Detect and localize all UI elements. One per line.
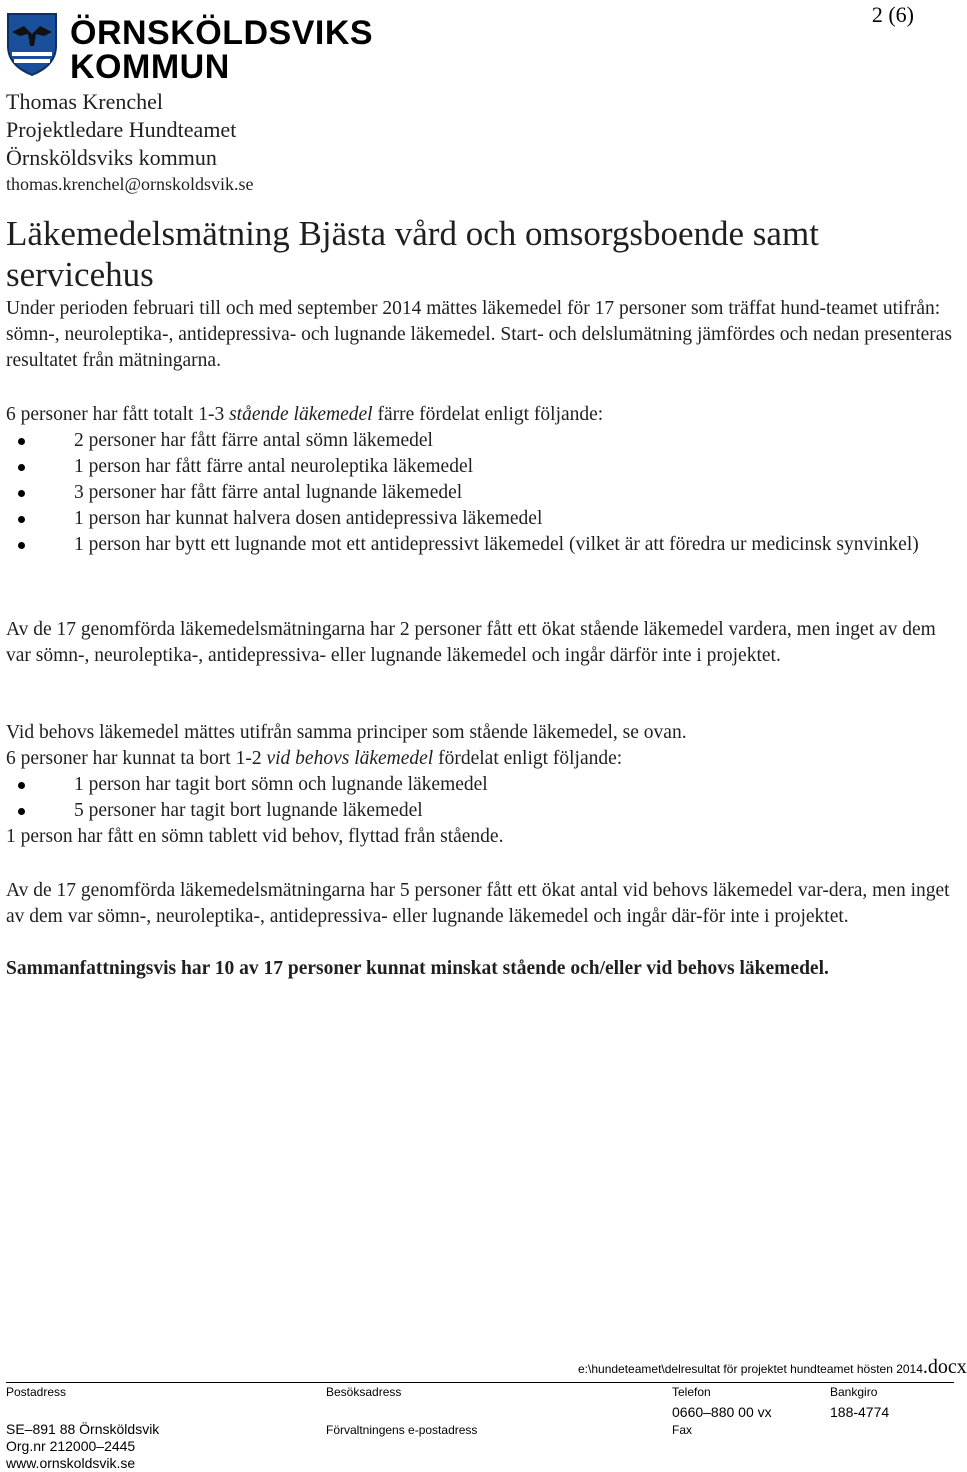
sender-role: Projektledare Hundteamet (6, 117, 237, 142)
page-number: 2 (6) (871, 2, 914, 27)
section3-list (6, 772, 956, 824)
section1-lead-text: 6 personer har fått totalt 1-3 (6, 404, 230, 425)
bankgiro-label: Bankgiro (830, 1385, 878, 1399)
summary-statement: Sammanfattningsvis har 10 av 17 personer kunnat minskat stående och/eller vid behovs läkemedel. (6, 958, 829, 979)
section1-lead (6, 402, 956, 428)
section3-line1: Vid behovs läkemedel mättes utifrån samma principer som stående läkemedel, se ovan. (6, 722, 687, 743)
list-item: 1 person har fått färre antal neuroleptika läkemedel (6, 454, 956, 480)
sender-name: Thomas Krenchel (6, 89, 163, 114)
as-needed-medication-section (6, 720, 956, 850)
sender-block (6, 88, 254, 196)
sender-org: Örnsköldsviks kommun (6, 145, 217, 170)
section3-lead-emphasis: vid behovs läkemedel (266, 748, 434, 769)
section3-after: 1 person har fått en sömn tablett vid behov, flyttad från stående. (6, 826, 504, 847)
website-link[interactable]: www.ornskoldsvik.se (6, 1455, 136, 1471)
sender-email: thomas.krenchel@ornskoldsvik.se (6, 174, 254, 194)
section3-lead (6, 746, 956, 772)
section1-lead-emphasis: stående läkemedel (229, 404, 373, 425)
file-path-text: e:\hundeteamet\delresultat för projektet hundteamet hösten 2014 (578, 1362, 923, 1376)
municipality-logo (6, 12, 374, 86)
footer-divider (6, 1382, 954, 1383)
list-item: 2 personer har fått färre antal sömn läkemedel (6, 428, 956, 454)
list-item: 1 person har kunnat halvera dosen antidepressiva läkemedel (6, 506, 956, 532)
list-item: 5 personer har tagit bort lugnande läkemedel (6, 798, 956, 824)
section3-lead-text: 6 personer har kunnat ta bort 1-2 (6, 748, 267, 769)
list-item: 1 person har tagit bort sömn och lugnande läkemedel (6, 772, 956, 798)
increased-as-needed-paragraph: Av de 17 genomförda läkemedelsmätningarna har 5 personer fått ett ökat antal vid behovs läkemedel var-dera, men inget av dem var sömn-, neuroleptika-, antidepressiva- eller lugnande läkemedel och ingår där-för inte i projektet. (6, 880, 950, 927)
section1-list (6, 428, 956, 558)
logo-text-line1: ÖRNSKÖLDSVIKS (70, 14, 374, 52)
telefon-label: Telefon (672, 1385, 711, 1399)
section3-lead-tail: fördelat enligt följande: (433, 748, 623, 769)
orgnr-value: Org.nr 212000–2445 (6, 1438, 136, 1454)
logo-text-line2: KOMMUN (70, 48, 230, 86)
telefon-value: 0660–880 00 vx (672, 1404, 772, 1420)
postadress-label: Postadress (6, 1385, 67, 1399)
list-item: 1 person har bytt ett lugnande mot ett antidepressivt läkemedel (vilket är att föredra ur medicinsk synvinkel) (6, 532, 956, 558)
document-title: Läkemedelsmätning Bjästa vård och omsorgsboende samt servicehus (6, 214, 819, 294)
section1-lead-tail: färre fördelat enligt följande: (372, 404, 604, 425)
epost-label: Förvaltningens e-postadress (326, 1423, 478, 1437)
standing-medication-section (6, 402, 956, 558)
postadress-value: SE–891 88 Örnsköldsvik (6, 1421, 160, 1437)
fax-label: Fax (672, 1423, 693, 1437)
file-extension: .docx (922, 1356, 967, 1378)
crest-icon (6, 12, 58, 76)
list-item: 3 personer har fått färre antal lugnande läkemedel (6, 480, 956, 506)
increased-standing-paragraph: Av de 17 genomförda läkemedelsmätningarna har 2 personer fått ett ökat stående läkemedel vardera, men inget av dem var sömn-, neuroleptika-, antidepressiva- eller lugnande läkemedel och ingår därför inte i projektet. (6, 619, 936, 666)
besoksadress-label: Besöksadress (326, 1385, 402, 1399)
file-path (578, 1356, 967, 1379)
intro-paragraph: Under perioden februari till och med september 2014 mättes läkemedel för 17 personer som träffat hund-teamet utifrån: sömn-, neuroleptika-, antidepressiva- och lugnande läkemedel. Start- och delslumätning jämfördes och nedan presenteras resultatet från mätningarna. (6, 298, 952, 371)
bankgiro-value: 188-4774 (830, 1404, 890, 1420)
